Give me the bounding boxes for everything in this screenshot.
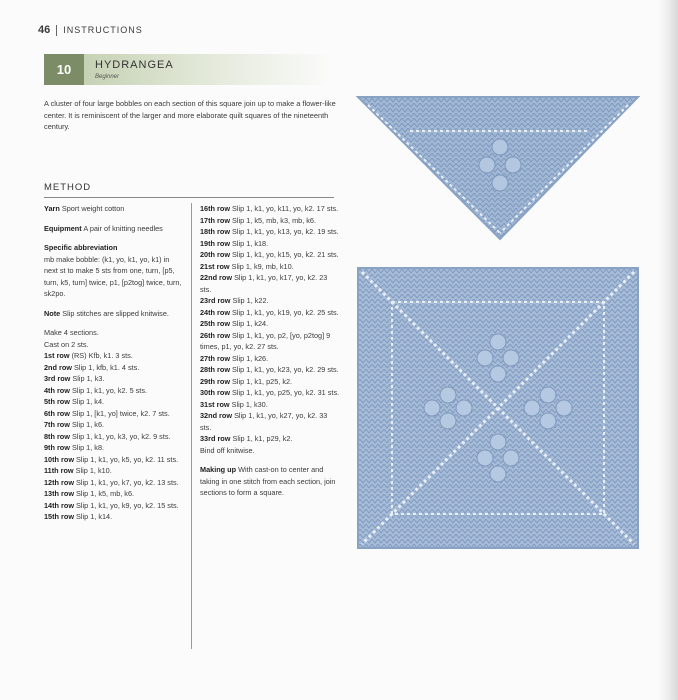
row-label: 7th row [44, 420, 70, 429]
row-text: Slip 1, k1, yo, k19, yo, k2. 25 sts. [232, 307, 339, 317]
pattern-intro: A cluster of four large bobbles on each section of this square join up to make a flower-like center. It is reminiscent of the larger and more elaborate quilt squares of the nineteenth century. [44, 99, 336, 131]
section-title: INSTRUCTIONS [63, 25, 143, 35]
pattern-row [200, 203, 340, 215]
bobble [503, 450, 519, 466]
pattern-row [44, 385, 182, 397]
pattern-row [44, 465, 182, 477]
row-text: Slip 1, k1, yo, k15, yo, k2. 21 sts. [232, 250, 339, 259]
row-label: 15th row [44, 512, 75, 521]
row-text: Slip 1, k22. [232, 296, 269, 305]
pattern-row [200, 364, 340, 376]
triangle-section [358, 97, 638, 239]
bobble [477, 350, 493, 366]
row-text: Slip 1, [k1, yo] twice, k2. 7 sts. [71, 408, 170, 418]
row-label: 18th row [200, 227, 231, 236]
row-text: Slip 1, k6. [71, 420, 105, 429]
pattern-row [200, 330, 340, 353]
label-yarn: Yarn [44, 204, 60, 213]
pattern-row [200, 399, 340, 411]
row-text: Slip 1, k1, yo, k27, yo, k2. 33 sts. [200, 411, 328, 432]
pattern-row [44, 442, 182, 454]
pattern-row [200, 261, 340, 273]
row-label: 4th row [44, 385, 70, 395]
row-text: Slip 1, k10. [75, 466, 112, 475]
bobble [540, 413, 556, 429]
row-label: 33rd row [200, 434, 231, 443]
pattern-row [200, 376, 340, 388]
instructions-column-2 [200, 203, 340, 499]
row-label: 31st row [200, 399, 230, 409]
pattern-level: Beginner [95, 74, 120, 80]
row-label: 32nd row [200, 411, 233, 420]
pattern-row [44, 373, 182, 385]
row-label: 22nd row [200, 273, 233, 282]
instructions-column-1 [44, 203, 182, 523]
row-text: Slip 1, k1, yo, k5, yo, k2. 11 sts. [76, 454, 179, 464]
text-making-up: With cast-on to center and taking in one stitch from each section, join sections to form a square. [200, 465, 336, 497]
row-list-1 [44, 350, 182, 523]
pattern-row [44, 511, 182, 523]
bobble [492, 139, 508, 155]
materials-equipment [44, 223, 182, 235]
pattern-row [44, 408, 182, 420]
row-text: Slip 1, k1, yo, k3, yo, k2. 9 sts. [71, 431, 171, 441]
row-label: 19th row [200, 238, 231, 248]
materials-note [44, 308, 182, 320]
row-label: 1st row [44, 351, 70, 360]
row-text: Slip 1, k3. [72, 374, 105, 383]
column-divider [191, 203, 192, 649]
pattern-row [44, 350, 182, 362]
row-list-2 [200, 203, 340, 445]
bobble [424, 400, 440, 416]
row-label: 25th row [200, 319, 231, 328]
row-label: 14th row [44, 500, 75, 510]
row-label: 17th row [200, 215, 231, 225]
pattern-number-badge: 10 [44, 54, 84, 85]
abbreviation-text: mb make bobble: (k1, yo, k1, yo, k1) in next st to make 5 sts from one, turn, [p5, turn, k5, turn] twice, p1, [p2tog] twice, turn, sk2po. [44, 254, 182, 298]
row-text: Slip 1, k1, yo, k9, yo, k2. 15 sts. [76, 500, 179, 510]
bobble [505, 157, 521, 173]
label-equipment: Equipment [44, 223, 82, 233]
row-text: (RS) Kfb, k1. 3 sts. [71, 351, 133, 360]
row-label: 6th row [44, 408, 70, 418]
header-divider [56, 25, 57, 36]
text-yarn: Sport weight cotton [61, 204, 125, 213]
bobble [490, 466, 506, 482]
row-text: Slip 1, k1, yo, k23, yo, k2. 29 sts. [232, 365, 339, 374]
materials-yarn [44, 203, 182, 215]
row-label: 23rd row [200, 296, 231, 305]
row-text: Slip 1, k1, yo, k11, yo, k2. 17 sts. [232, 204, 339, 213]
row-text: Slip 1, k1, yo, p25, yo, k2. 31 sts. [232, 388, 340, 397]
text-equipment: A pair of knitting needles [83, 223, 163, 233]
method-heading: METHOD [44, 182, 92, 193]
row-text: Slip 1, k5, mb, k6. [76, 489, 135, 498]
row-label: 27th row [200, 353, 231, 363]
row-label: 2nd row [44, 362, 72, 372]
bind-off: Bind off knitwise. [200, 445, 255, 455]
pattern-row [200, 249, 340, 261]
row-label: 30th row [200, 388, 231, 397]
row-label: 10th row [44, 454, 75, 464]
bobble [503, 350, 519, 366]
row-label: 20th row [200, 250, 231, 259]
text-note: Slip stitches are slipped knitwise. [62, 308, 169, 318]
pattern-row [200, 238, 340, 250]
pattern-row [44, 396, 182, 408]
row-label: 9th row [44, 443, 70, 452]
label-abbreviation: Specific abbreviation [44, 243, 118, 252]
page-number: 46 [38, 24, 51, 36]
row-label: 21st row [200, 261, 230, 271]
row-label: 24th row [200, 307, 231, 317]
row-text: Slip 1, kfb, k1. 4 sts. [74, 362, 140, 372]
row-text: Slip 1, k1, p29, k2. [232, 434, 293, 443]
bobble [540, 387, 556, 403]
making-up [200, 464, 340, 499]
bobble [456, 400, 472, 416]
running-header [38, 24, 143, 36]
triangle-section-photo [354, 93, 642, 243]
bobble [477, 450, 493, 466]
row-label: 11th row [44, 466, 74, 475]
label-making-up: Making up [200, 465, 237, 474]
row-text: Slip 1, k18. [232, 238, 269, 248]
row-text: Slip 1, k1, yo, k13, yo, k2. 19 sts. [232, 227, 339, 236]
pattern-row [200, 215, 340, 227]
row-label: 12th row [44, 477, 75, 487]
bobble [440, 413, 456, 429]
pattern-row [200, 295, 340, 307]
row-text: Slip 1, k24. [232, 319, 269, 328]
abbreviation-heading [44, 242, 182, 254]
pattern-row [200, 272, 340, 295]
pattern-row [200, 318, 340, 330]
bobble [490, 366, 506, 382]
label-note: Note [44, 308, 61, 318]
row-label: 26th row [200, 330, 231, 340]
row-text: Slip 1, k9, mb, k10. [231, 261, 294, 271]
finished-square-photo [354, 264, 642, 552]
row-text: Slip 1, k1, yo, k7, yo, k2. 13 sts. [76, 477, 179, 487]
bobble [524, 400, 540, 416]
start-cast-on: Cast on 2 sts. [44, 339, 89, 349]
row-text: Slip 1, k1, yo, k17, yo, k2. 23 sts. [200, 273, 328, 294]
pattern-row [44, 431, 182, 443]
row-text: Slip 1, k26. [232, 353, 269, 363]
row-label: 8th row [44, 431, 70, 441]
row-text: Slip 1, k1, yo, p2, [yo, p2tog] 9 times, p1, yo, k2. 27 sts. [200, 330, 331, 351]
pattern-title-bar [44, 54, 332, 85]
row-text: Slip 1, k1, p25, k2. [232, 376, 293, 386]
pattern-row [44, 454, 182, 466]
pattern-row [200, 226, 340, 238]
pattern-row [44, 362, 182, 374]
row-label: 28th row [200, 365, 231, 374]
row-label: 16th row [200, 204, 231, 213]
pattern-row [200, 410, 340, 433]
bobble [479, 157, 495, 173]
page-spine-shadow [658, 0, 678, 700]
start-make: Make 4 sections. [44, 328, 99, 337]
method-rule [44, 197, 334, 198]
row-text: Slip 1, k8. [71, 443, 105, 452]
pattern-row [44, 488, 182, 500]
pattern-row [200, 353, 340, 365]
row-label: 13th row [44, 489, 75, 498]
pattern-row [200, 307, 340, 319]
pattern-row [44, 419, 182, 431]
row-text: Slip 1, k30. [231, 399, 268, 409]
pattern-row [200, 387, 340, 399]
bobble [440, 387, 456, 403]
row-text: Slip 1, k5, mb, k3, mb, k6. [232, 215, 316, 225]
row-label: 29th row [200, 376, 231, 386]
bobble [492, 175, 508, 191]
pattern-row [44, 477, 182, 489]
bobble [490, 334, 506, 350]
pattern-row [200, 433, 340, 445]
bobble [490, 434, 506, 450]
row-text: Slip 1, k1, yo, k2. 5 sts. [71, 385, 148, 395]
row-label: 5th row [44, 397, 70, 406]
row-text: Slip 1, k14. [76, 512, 113, 521]
row-label: 3rd row [44, 374, 71, 383]
pattern-row [44, 500, 182, 512]
bobble [556, 400, 572, 416]
row-text: Slip 1, k4. [71, 397, 105, 406]
pattern-title: HYDRANGEA [95, 59, 174, 71]
